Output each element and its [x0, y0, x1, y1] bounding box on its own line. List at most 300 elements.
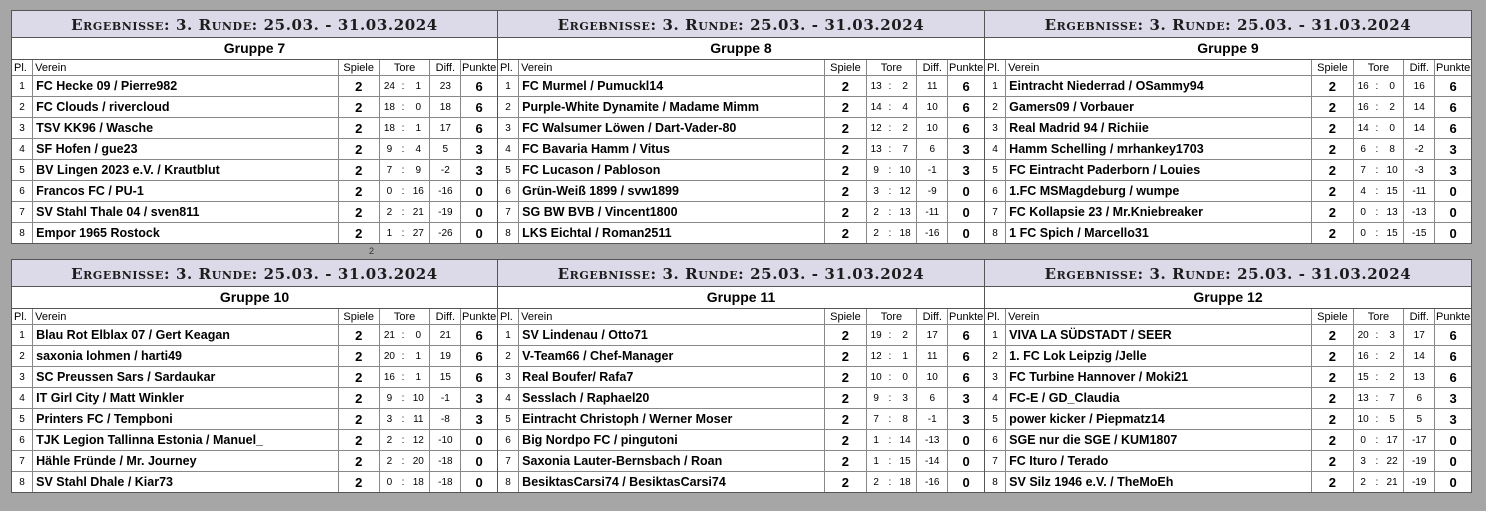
goals-against: 3	[1381, 325, 1404, 346]
goals-for: 9	[379, 388, 399, 409]
points: 0	[461, 430, 497, 451]
place-cell: 2	[498, 97, 519, 118]
goals-separator: :	[399, 76, 407, 97]
games-played: 2	[825, 325, 866, 346]
games-played: 2	[825, 118, 866, 139]
points: 3	[461, 409, 497, 430]
table-row	[985, 97, 1471, 118]
goals-for: 9	[379, 139, 399, 160]
team-name: BesiktasCarsi74 / BesiktasCarsi74	[519, 472, 825, 493]
points: 0	[461, 202, 497, 223]
goals-against: 15	[1381, 181, 1404, 202]
goals-for: 1	[379, 223, 399, 244]
goal-difference: -2	[430, 160, 461, 181]
goals-separator: :	[399, 118, 407, 139]
games-played: 2	[338, 430, 379, 451]
team-name: Gamers09 / Vorbauer	[1006, 97, 1312, 118]
goal-difference: -19	[1404, 451, 1435, 472]
group-title: Gruppe 10	[12, 287, 497, 309]
place-cell: 1	[985, 325, 1006, 346]
goals-for: 9	[866, 160, 886, 181]
team-name: FC Kollapsie 23 / Mr.Kniebreaker	[1006, 202, 1312, 223]
table-row	[12, 97, 497, 118]
goals-separator: :	[886, 325, 894, 346]
group-title: Gruppe 11	[498, 287, 984, 309]
team-name: FC Eintracht Paderborn / Louies	[1006, 160, 1312, 181]
team-name: VIVA LA SÜDSTADT / SEER	[1006, 325, 1312, 346]
games-played: 2	[825, 472, 866, 493]
goals-separator: :	[886, 118, 894, 139]
games-played: 2	[825, 139, 866, 160]
goals-against: 13	[894, 202, 917, 223]
games-played: 2	[338, 181, 379, 202]
games-played: 2	[338, 76, 379, 97]
table-row	[498, 325, 984, 346]
place-cell: 1	[985, 76, 1006, 97]
goals-against: 0	[407, 325, 430, 346]
goals-for: 16	[1353, 97, 1373, 118]
points: 6	[461, 76, 497, 97]
goals-against: 18	[894, 223, 917, 244]
goal-difference: 17	[1404, 325, 1435, 346]
points: 0	[948, 472, 984, 493]
header-row	[498, 309, 984, 325]
goals-against: 22	[1381, 451, 1404, 472]
points: 6	[948, 367, 984, 388]
goals-against: 18	[894, 472, 917, 493]
goals-for: 18	[379, 118, 399, 139]
goal-difference: 17	[430, 118, 461, 139]
header-punkte: Punkte	[1436, 310, 1471, 323]
goals-separator: :	[1373, 76, 1381, 97]
table-row	[985, 388, 1471, 409]
goals-against: 0	[1381, 76, 1404, 97]
goal-difference: -19	[430, 202, 461, 223]
goals-separator: :	[1373, 430, 1381, 451]
place-cell: 2	[12, 97, 33, 118]
goals-for: 1	[866, 430, 886, 451]
goal-difference: 5	[1404, 409, 1435, 430]
goals-for: 6	[1353, 139, 1373, 160]
goals-against: 1	[407, 346, 430, 367]
header-punkte: Punkte	[1436, 61, 1471, 74]
team-name: Hähle Fründe / Mr. Journey	[33, 451, 338, 472]
team-name: SGE nur die SGE / KUM1807	[1006, 430, 1312, 451]
games-played: 2	[825, 409, 866, 430]
goals-against: 11	[407, 409, 430, 430]
goals-separator: :	[886, 139, 894, 160]
goal-difference: 6	[917, 139, 948, 160]
team-name: TSV KK96 / Wasche	[33, 118, 338, 139]
place-cell: 8	[498, 223, 519, 244]
table-row	[12, 139, 497, 160]
round-banner: Ergebnisse: 3. Runde: 25.03. - 31.03.2024	[498, 11, 984, 38]
points: 6	[1435, 367, 1471, 388]
games-played: 2	[1312, 202, 1353, 223]
group-panel	[985, 10, 1472, 244]
games-played: 2	[1312, 409, 1353, 430]
points: 6	[1435, 325, 1471, 346]
team-name: Francos FC / PU-1	[33, 181, 338, 202]
points: 6	[948, 97, 984, 118]
points: 3	[948, 139, 984, 160]
points: 0	[461, 451, 497, 472]
goals-against: 16	[407, 181, 430, 202]
goals-for: 2	[379, 202, 399, 223]
header-row	[12, 309, 497, 325]
goals-for: 24	[379, 76, 399, 97]
goals-separator: :	[886, 202, 894, 223]
goals-separator: :	[886, 346, 894, 367]
goal-difference: 10	[917, 118, 948, 139]
table-row	[12, 76, 497, 97]
games-played: 2	[825, 97, 866, 118]
goals-against: 8	[1381, 139, 1404, 160]
goals-separator: :	[1373, 409, 1381, 430]
goals-separator: :	[886, 160, 894, 181]
place-cell: 3	[498, 118, 519, 139]
header-spiele: Spiele	[1312, 309, 1353, 325]
place-cell: 6	[12, 181, 33, 202]
place-cell: 8	[12, 223, 33, 244]
team-name: V-Team66 / Chef-Manager	[519, 346, 825, 367]
goals-separator: :	[399, 160, 407, 181]
place-cell: 5	[12, 160, 33, 181]
goal-difference: 10	[917, 97, 948, 118]
header-verein: Verein	[1006, 60, 1312, 76]
place-cell: 3	[985, 118, 1006, 139]
goals-against: 2	[1381, 346, 1404, 367]
place-cell: 6	[498, 430, 519, 451]
games-played: 2	[338, 202, 379, 223]
games-played: 2	[1312, 388, 1353, 409]
groups-row-bottom	[11, 259, 1472, 493]
team-name: FC Lucason / Pabloson	[519, 160, 825, 181]
goals-against: 2	[1381, 367, 1404, 388]
goals-against: 17	[1381, 430, 1404, 451]
table-row	[498, 160, 984, 181]
goals-against: 2	[1381, 97, 1404, 118]
goal-difference: 6	[1404, 388, 1435, 409]
goals-for: 13	[866, 76, 886, 97]
goals-separator: :	[399, 202, 407, 223]
goal-difference: 17	[917, 325, 948, 346]
goals-against: 12	[894, 181, 917, 202]
goals-for: 0	[1353, 202, 1373, 223]
goals-separator: :	[399, 97, 407, 118]
points: 6	[1435, 97, 1471, 118]
points: 3	[948, 160, 984, 181]
team-name: Hamm Schelling / mrhankey1703	[1006, 139, 1312, 160]
place-cell: 1	[498, 325, 519, 346]
goals-separator: :	[399, 223, 407, 244]
points: 0	[461, 181, 497, 202]
goal-difference: 11	[917, 346, 948, 367]
place-cell: 2	[985, 97, 1006, 118]
table-row	[12, 202, 497, 223]
place-cell: 8	[985, 223, 1006, 244]
points: 0	[1435, 430, 1471, 451]
place-cell: 4	[985, 388, 1006, 409]
place-cell: 7	[12, 202, 33, 223]
goals-for: 3	[1353, 451, 1373, 472]
goals-against: 7	[1381, 388, 1404, 409]
table-row	[985, 367, 1471, 388]
goals-separator: :	[1373, 118, 1381, 139]
table-row	[498, 76, 984, 97]
goals-separator: :	[399, 451, 407, 472]
place-cell: 5	[498, 409, 519, 430]
table-row	[498, 181, 984, 202]
round-banner: Ergebnisse: 3. Runde: 25.03. - 31.03.2024	[12, 260, 497, 287]
points: 0	[1435, 451, 1471, 472]
header-tore: Tore	[1353, 60, 1404, 76]
points: 6	[461, 346, 497, 367]
team-name: Real Boufer/ Rafa7	[519, 367, 825, 388]
games-played: 2	[338, 346, 379, 367]
goals-against: 21	[407, 202, 430, 223]
goals-for: 0	[1353, 430, 1373, 451]
header-pl: Pl.	[985, 309, 1006, 325]
goal-difference: -16	[430, 181, 461, 202]
goals-separator: :	[399, 430, 407, 451]
table-row	[498, 346, 984, 367]
place-cell: 1	[12, 76, 33, 97]
goals-separator: :	[1373, 367, 1381, 388]
points: 3	[1435, 160, 1471, 181]
header-pl: Pl.	[12, 309, 33, 325]
points: 6	[1435, 118, 1471, 139]
points: 6	[948, 76, 984, 97]
games-played: 2	[338, 139, 379, 160]
goals-against: 13	[1381, 202, 1404, 223]
team-name: SG BW BVB / Vincent1800	[519, 202, 825, 223]
goals-separator: :	[1373, 388, 1381, 409]
table-row	[12, 409, 497, 430]
goal-difference: -16	[917, 223, 948, 244]
goals-separator: :	[1373, 223, 1381, 244]
goals-against: 21	[1381, 472, 1404, 493]
team-name: TJK Legion Tallinna Estonia / Manuel_	[33, 430, 338, 451]
place-cell: 1	[12, 325, 33, 346]
place-cell: 2	[498, 346, 519, 367]
goal-difference: -18	[430, 451, 461, 472]
header-row	[498, 60, 984, 76]
table-row	[985, 118, 1471, 139]
table-row	[498, 223, 984, 244]
points: 6	[461, 367, 497, 388]
group-panel	[11, 10, 498, 244]
points: 3	[461, 139, 497, 160]
points: 3	[948, 388, 984, 409]
points: 3	[1435, 409, 1471, 430]
goal-difference: -13	[1404, 202, 1435, 223]
header-tore: Tore	[866, 309, 917, 325]
points: 3	[1435, 388, 1471, 409]
header-punkte: Punkte	[949, 310, 984, 323]
place-cell: 6	[12, 430, 33, 451]
standings-table	[985, 60, 1471, 243]
points: 0	[948, 451, 984, 472]
table-row	[985, 430, 1471, 451]
games-played: 2	[825, 223, 866, 244]
table-row	[985, 325, 1471, 346]
table-row	[985, 472, 1471, 493]
goals-for: 2	[866, 472, 886, 493]
team-name: BV Lingen 2023 e.V. / Krautblut	[33, 160, 338, 181]
header-tore: Tore	[379, 60, 430, 76]
table-row	[12, 118, 497, 139]
goals-against: 20	[407, 451, 430, 472]
place-cell: 5	[12, 409, 33, 430]
goal-difference: -10	[430, 430, 461, 451]
table-row	[985, 346, 1471, 367]
goal-difference: 14	[1404, 346, 1435, 367]
goals-separator: :	[1373, 451, 1381, 472]
stray-cell-text: 2	[369, 246, 375, 256]
table-row	[985, 409, 1471, 430]
header-tore: Tore	[379, 309, 430, 325]
header-diff: Diff.	[430, 60, 461, 76]
goals-for: 4	[1353, 181, 1373, 202]
points: 6	[461, 118, 497, 139]
goals-for: 3	[379, 409, 399, 430]
games-played: 2	[825, 181, 866, 202]
games-played: 2	[1312, 223, 1353, 244]
games-played: 2	[825, 160, 866, 181]
place-cell: 4	[12, 388, 33, 409]
goals-for: 20	[379, 346, 399, 367]
goals-for: 18	[379, 97, 399, 118]
goals-for: 12	[866, 118, 886, 139]
table-row	[498, 472, 984, 493]
goals-for: 16	[379, 367, 399, 388]
goals-separator: :	[399, 346, 407, 367]
goals-separator: :	[1373, 346, 1381, 367]
games-played: 2	[1312, 367, 1353, 388]
place-cell: 7	[498, 451, 519, 472]
goals-for: 13	[866, 139, 886, 160]
games-played: 2	[338, 472, 379, 493]
header-pl: Pl.	[12, 60, 33, 76]
place-cell: 6	[985, 430, 1006, 451]
games-played: 2	[825, 430, 866, 451]
games-played: 2	[825, 346, 866, 367]
group-panel	[498, 259, 985, 493]
place-cell: 6	[498, 181, 519, 202]
team-name: Blau Rot Elblax 07 / Gert Keagan	[33, 325, 338, 346]
team-name: Real Madrid 94 / Richiie	[1006, 118, 1312, 139]
games-played: 2	[1312, 181, 1353, 202]
place-cell: 3	[12, 367, 33, 388]
goals-against: 10	[1381, 160, 1404, 181]
points: 3	[1435, 139, 1471, 160]
header-diff: Diff.	[917, 60, 948, 76]
table-row	[985, 451, 1471, 472]
group-panel	[985, 259, 1472, 493]
header-row	[985, 60, 1471, 76]
goals-for: 0	[379, 181, 399, 202]
games-played: 2	[1312, 139, 1353, 160]
table-row	[498, 202, 984, 223]
points: 6	[461, 97, 497, 118]
table-row	[12, 346, 497, 367]
goals-for: 7	[866, 409, 886, 430]
goals-against: 2	[894, 325, 917, 346]
goals-for: 10	[1353, 409, 1373, 430]
goal-difference: -14	[917, 451, 948, 472]
standings-table	[498, 309, 984, 492]
header-spiele: Spiele	[338, 309, 379, 325]
goals-for: 7	[379, 160, 399, 181]
goals-separator: :	[886, 451, 894, 472]
place-cell: 7	[12, 451, 33, 472]
place-cell: 5	[985, 160, 1006, 181]
team-name: SC Preussen Sars / Sardaukar	[33, 367, 338, 388]
table-row	[12, 160, 497, 181]
goals-for: 21	[379, 325, 399, 346]
goal-difference: -19	[1404, 472, 1435, 493]
goals-against: 18	[407, 472, 430, 493]
goals-for: 2	[866, 223, 886, 244]
team-name: FC Walsumer Löwen / Dart-Vader-80	[519, 118, 825, 139]
table-row	[985, 139, 1471, 160]
goals-for: 7	[1353, 160, 1373, 181]
goals-separator: :	[1373, 160, 1381, 181]
goals-separator: :	[886, 430, 894, 451]
games-played: 2	[825, 202, 866, 223]
team-name: FC-E / GD_Claudia	[1006, 388, 1312, 409]
place-cell: 3	[12, 118, 33, 139]
goals-separator: :	[886, 409, 894, 430]
table-row	[498, 118, 984, 139]
team-name: FC Turbine Hannover / Moki21	[1006, 367, 1312, 388]
header-diff: Diff.	[1404, 60, 1435, 76]
goal-difference: -13	[917, 430, 948, 451]
results-sheet	[11, 0, 1472, 511]
round-banner: Ergebnisse: 3. Runde: 25.03. - 31.03.2024	[985, 260, 1471, 287]
goal-difference: -11	[1404, 181, 1435, 202]
goal-difference: 11	[917, 76, 948, 97]
games-played: 2	[338, 367, 379, 388]
goal-difference: -1	[917, 409, 948, 430]
place-cell: 8	[985, 472, 1006, 493]
place-cell: 2	[985, 346, 1006, 367]
team-name: FC Bavaria Hamm / Vitus	[519, 139, 825, 160]
place-cell: 8	[12, 472, 33, 493]
header-spiele: Spiele	[1312, 60, 1353, 76]
games-played: 2	[1312, 97, 1353, 118]
table-row	[498, 451, 984, 472]
goals-separator: :	[1373, 181, 1381, 202]
games-played: 2	[1312, 118, 1353, 139]
header-verein: Verein	[519, 60, 825, 76]
goals-against: 1	[894, 346, 917, 367]
header-punkte: Punkte	[462, 61, 497, 74]
header-pl: Pl.	[985, 60, 1006, 76]
round-banner: Ergebnisse: 3. Runde: 25.03. - 31.03.2024	[985, 11, 1471, 38]
goals-separator: :	[399, 139, 407, 160]
goals-for: 10	[866, 367, 886, 388]
goals-for: 15	[1353, 367, 1373, 388]
games-played: 2	[1312, 472, 1353, 493]
goal-difference: 19	[430, 346, 461, 367]
table-row	[12, 472, 497, 493]
header-pl: Pl.	[498, 60, 519, 76]
goals-for: 1	[866, 451, 886, 472]
goals-separator: :	[886, 76, 894, 97]
goal-difference: -3	[1404, 160, 1435, 181]
